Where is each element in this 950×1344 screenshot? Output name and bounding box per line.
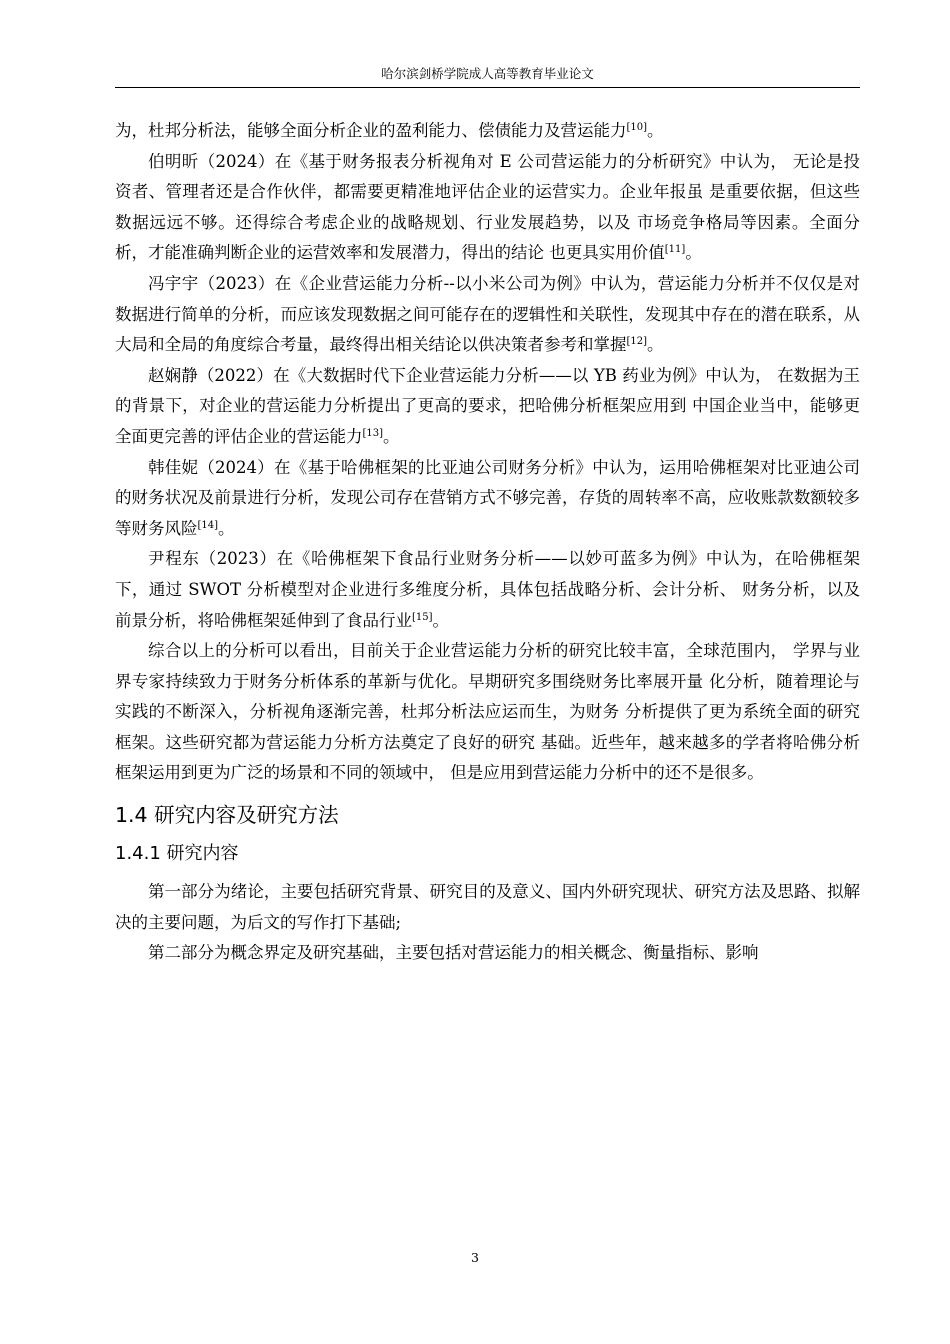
header-rule — [115, 87, 860, 88]
body-paragraph-5 — [115, 453, 860, 545]
body-paragraph-4 — [115, 361, 860, 453]
citation-ref: [11] — [664, 244, 686, 256]
paragraph-text: 第一部分为绪论，主要包括研究背景、研究目的及意义、国内外研究现状、研究方法及思路、拟解决的主要问题，为后文的写作打下基础; — [115, 882, 860, 932]
citation-ref: [13] — [362, 427, 384, 439]
paragraph-tail: 。 — [432, 610, 450, 630]
paragraph-text: 冯宇宇（2023）在《企业营运能力分析--以小米公司为例》中认为，营运能力分析并不仅仅是对数据进行简单的分析，而应该发现数据之间可能存在的逻辑性和关联性，发现其中存在的潜在联系，从大局和全局的角度综合考量，最终得出相关结论以供决策者参考和掌握 — [115, 273, 860, 355]
citation-ref: [12] — [626, 336, 648, 348]
paragraph-text: 伯明昕（2024）在《基于财务报表分析视角对 E 公司营运能力的分析研究》中认为， 无论是投资者、管理者还是合作伙伴，都需要更精准地评估企业的运营实力。企业年报虽 是重要依据，但这些数据远远不够。还得综合考虑企业的战略规划、行业发展趋势，以及 市场竞争格局等因素。全面分析，才能准确判断企业的运营效率和发展潜力，得出的结论 也更具实用价值 — [115, 151, 860, 263]
paragraph-text: 韩佳妮（2024）在《基于哈佛框架的比亚迪公司财务分析》中认为，运用哈佛框架对比亚迪公司的财务状况及前景进行分析，发现公司存在营销方式不够完善，存货的周转率不高，应收账款数额较多等财务风险 — [115, 457, 860, 538]
page-number: 3 — [471, 1250, 479, 1265]
content-paragraph-2 — [115, 938, 860, 969]
citation-ref: [15] — [412, 611, 433, 623]
subsection-heading: 1.4.1 研究内容 — [115, 843, 239, 865]
paragraph-text: 赵娴静（2022）在《大数据时代下企业营运能力分析——以 YB 药业为例》中认为， 在数据为王的背景下，对企业的营运能力分析提出了更高的要求，把哈佛分析框架应用到 中国企业当中，能够更全面更完善的评估企业的营运能力 — [115, 365, 860, 446]
header-title: 哈尔滨剑桥学院成人高等教育毕业论文 — [381, 66, 594, 81]
body-paragraph-3 — [115, 269, 860, 361]
citation-ref: [10] — [626, 122, 648, 133]
page-header — [115, 64, 860, 86]
body-paragraph-1 — [115, 116, 860, 147]
body-paragraph-6 — [115, 544, 860, 636]
paragraph-tail: 。 — [218, 518, 235, 538]
paragraph-tail: 。 — [685, 243, 702, 263]
paragraph-tail: 。 — [383, 426, 400, 446]
paragraph-text: 综合以上的分析可以看出，目前关于企业营运能力分析的研究比较丰富，全球范围内， 学界与业界专家持续致力于财务分析体系的革新与优化。早期研究多围绕财务比率展开量 化分析，随着理论与实践的不断深入，分析视角逐渐完善，杜邦分析法应运而生，为财务 分析提供了更为系统全面的研究框架。这些研究都为营运能力分析方法奠定了良好的研究 基础。近些年，越来越多的学者将哈佛分析框架运用到更为广泛的场景和不同的领域中， 但是应用到营运能力分析中的还不是很多。 — [115, 641, 860, 783]
citation-ref: [14] — [197, 519, 219, 531]
paragraph-text: 第二部分为概念界定及研究基础，主要包括对营运能力的相关概念、衡量指标、影响 — [148, 943, 759, 963]
paragraph-text: 为，杜邦分析法，能够全面分析企业的盈利能力、偿债能力及营运能力 — [115, 121, 627, 140]
page-body — [115, 116, 860, 969]
paragraph-tail: 。 — [647, 335, 664, 355]
paragraph-text: 尹程东（2023）在《哈佛框架下食品行业财务分析——以妙可蓝多为例》中认为，在哈佛框架下，通过 SWOT 分析模型对企业进行多维度分析，具体包括战略分析、会计分析、 财务分析，以及前景分析，将哈佛框架延伸到了食品行业 — [115, 549, 860, 630]
content-paragraph-1 — [115, 877, 860, 938]
section-heading: 1.4 研究内容及研究方法 — [115, 803, 339, 828]
body-paragraph-7 — [115, 636, 860, 789]
paragraph-tail: 。 — [647, 121, 664, 140]
body-paragraph-2 — [115, 147, 860, 269]
